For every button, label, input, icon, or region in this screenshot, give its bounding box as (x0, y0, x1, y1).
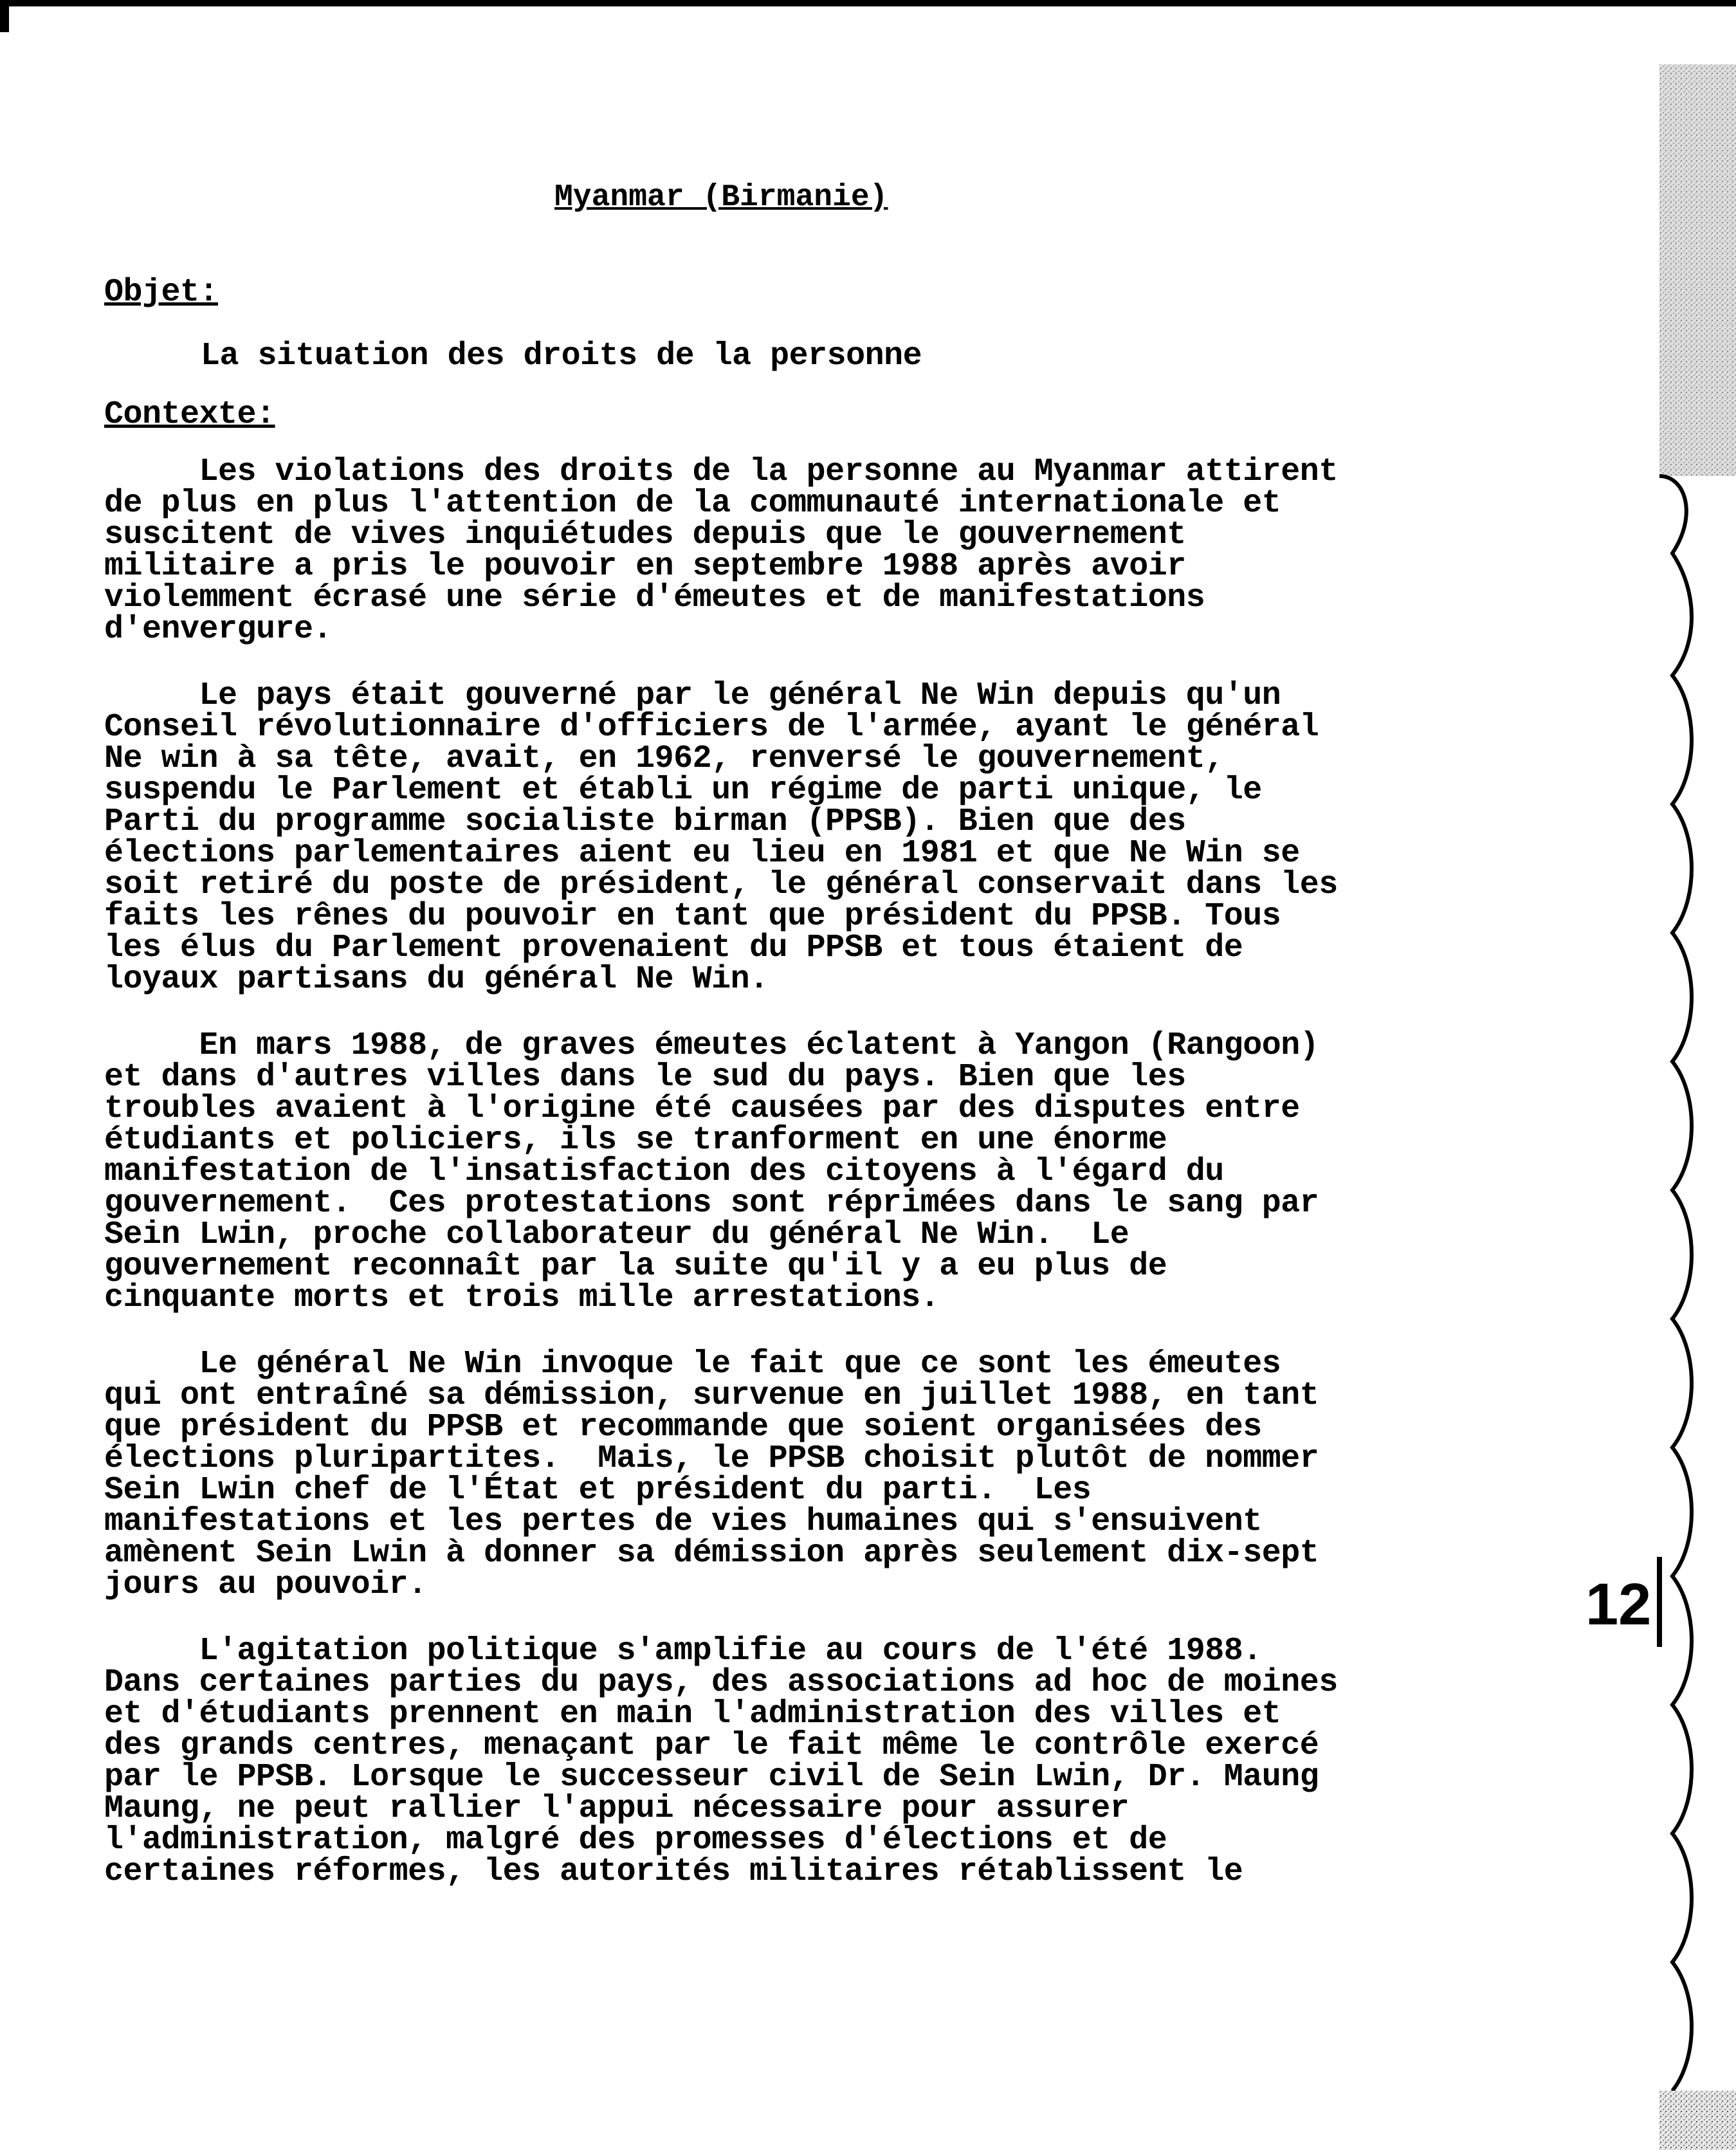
objet-heading: Objet: (104, 274, 219, 311)
paragraph-line: faits les rênes du pouvoir en tant que président du PPSB. Tous (104, 898, 1281, 935)
paragraph-line: manifestations et les pertes de vies humaines qui s'ensuivent (104, 1503, 1262, 1540)
paragraph-line: suscitent de vives inquiétudes depuis que le gouvernement (104, 517, 1186, 553)
paragraph-4 (104, 1348, 1391, 1601)
paragraph-line: les élus du Parlement provenaient du PPSB et tous étaient de (104, 930, 1243, 966)
paragraph-line: et dans d'autres villes dans le sud du pays. Bien que les (104, 1059, 1186, 1096)
scan-corner-mark (0, 0, 9, 32)
paragraph-line: élections parlementaires aient eu lieu en 1981 et que Ne Win se (104, 835, 1300, 872)
paragraph-line: Sein Lwin chef de l'État et président du parti. Les (104, 1472, 1092, 1509)
binder-tab-edge (1647, 64, 1736, 2150)
paragraph-line: gouvernement. Ces protestations sont réprimées dans le sang par (104, 1185, 1319, 1222)
paragraph-line: En mars 1988, de graves émeutes éclatent à Yangon (Rangoon) (104, 1027, 1319, 1064)
page-title: Myanmar (Birmanie) (554, 180, 888, 215)
contexte-heading: Contexte: (104, 396, 275, 433)
paragraph-line: de plus en plus l'attention de la communauté internationale et (104, 485, 1281, 522)
paragraph-line: gouvernement reconnaît par la suite qu'il y a eu plus de (104, 1248, 1167, 1285)
document-body (104, 161, 1391, 1888)
paragraph-line: Parti du programme socialiste birman (PPSB). Bien que des (104, 804, 1186, 840)
paragraph-line: suspendu le Parlement et établi un régime de parti unique, le (104, 772, 1262, 809)
paragraph-line: l'administration, malgré des promesses d'élections et de (104, 1822, 1167, 1859)
paragraph-line: jours au pouvoir. (104, 1567, 427, 1603)
paragraph-line: Le général Ne Win invoque le fait que ce sont les émeutes (104, 1346, 1281, 1383)
paragraph-line: étudiants et policiers, ils se tranforment en une énorme (104, 1122, 1167, 1159)
paragraph-line: qui ont entraîné sa démission, survenue en juillet 1988, en tant (104, 1377, 1319, 1414)
spacer (104, 1314, 1391, 1348)
scan-top-border (0, 0, 1736, 6)
paragraph-line: troubles avaient à l'origine été causées par des disputes entre (104, 1090, 1300, 1127)
objet-text: La situation des droits de la personne (201, 338, 922, 374)
spacer (104, 1601, 1391, 1635)
paragraph-line: que président du PPSB et recommande que soient organisées des (104, 1409, 1262, 1446)
paragraph-line: certaines réformes, les autorités militaires rétablissent le (104, 1853, 1243, 1890)
paragraph-line: cinquante morts et trois mille arrestations. (104, 1280, 940, 1316)
paragraph-5 (104, 1635, 1391, 1888)
paragraph-line: Les violations des droits de la personne au Myanmar attirent (104, 454, 1338, 490)
paragraph-line: Le pays était gouverné par le général Ne Win depuis qu'un (104, 677, 1281, 714)
paragraph-line: Sein Lwin, proche collaborateur du général Ne Win. Le (104, 1217, 1129, 1253)
paragraph-line: par le PPSB. Lorsque le successeur civil de Sein Lwin, Dr. Maung (104, 1759, 1319, 1796)
paragraph-2 (104, 677, 1391, 998)
paragraph-line: soit retiré du poste de président, le général conservait dans les (104, 867, 1338, 903)
paragraph-line: militaire a pris le pouvoir en septembre 1988 après avoir (104, 548, 1186, 585)
paragraph-3 (104, 1027, 1391, 1316)
paragraph-line: amènent Sein Lwin à donner sa démission après seulement dix-sept (104, 1535, 1319, 1572)
paragraph-line: L'agitation politique s'amplifie au cours de l'été 1988. (104, 1633, 1262, 1669)
paragraph-line: d'envergure. (104, 611, 333, 648)
paragraph-line: des grands centres, menaçant par le fait même le contrôle exercé (104, 1727, 1319, 1764)
paragraph-line: violemment écrasé une série d'émeutes et de manifestations (104, 580, 1205, 616)
spacer (104, 995, 1391, 1030)
paragraph-line: élections pluripartites. Mais, le PPSB choisit plutôt de nommer (104, 1440, 1319, 1477)
tab-number: 12 (1585, 1572, 1652, 1637)
paragraph-line: et d'étudiants prennent en main l'administration des villes et (104, 1696, 1281, 1732)
paragraph-line: Dans certaines parties du pays, des associations ad hoc de moines (104, 1664, 1338, 1701)
paragraph-line: Conseil révolutionnaire d'officiers de l'armée, ayant le général (104, 709, 1319, 746)
paragraph-1 (104, 454, 1391, 648)
spacer-top (104, 161, 1391, 277)
spacer (104, 372, 1391, 399)
paragraph-line: manifestation de l'insatisfaction des citoyens à l'égard du (104, 1153, 1224, 1190)
paragraph-line: Maung, ne peut rallier l'appui nécessaire pour assurer (104, 1790, 1129, 1827)
spacer (104, 430, 1391, 456)
paragraph-line: loyaux partisans du général Ne Win. (104, 961, 769, 998)
spacer (104, 645, 1391, 680)
paragraph-line: Ne win à sa tête, avait, en 1962, renversé le gouvernement, (104, 740, 1224, 777)
spacer (104, 308, 1391, 340)
